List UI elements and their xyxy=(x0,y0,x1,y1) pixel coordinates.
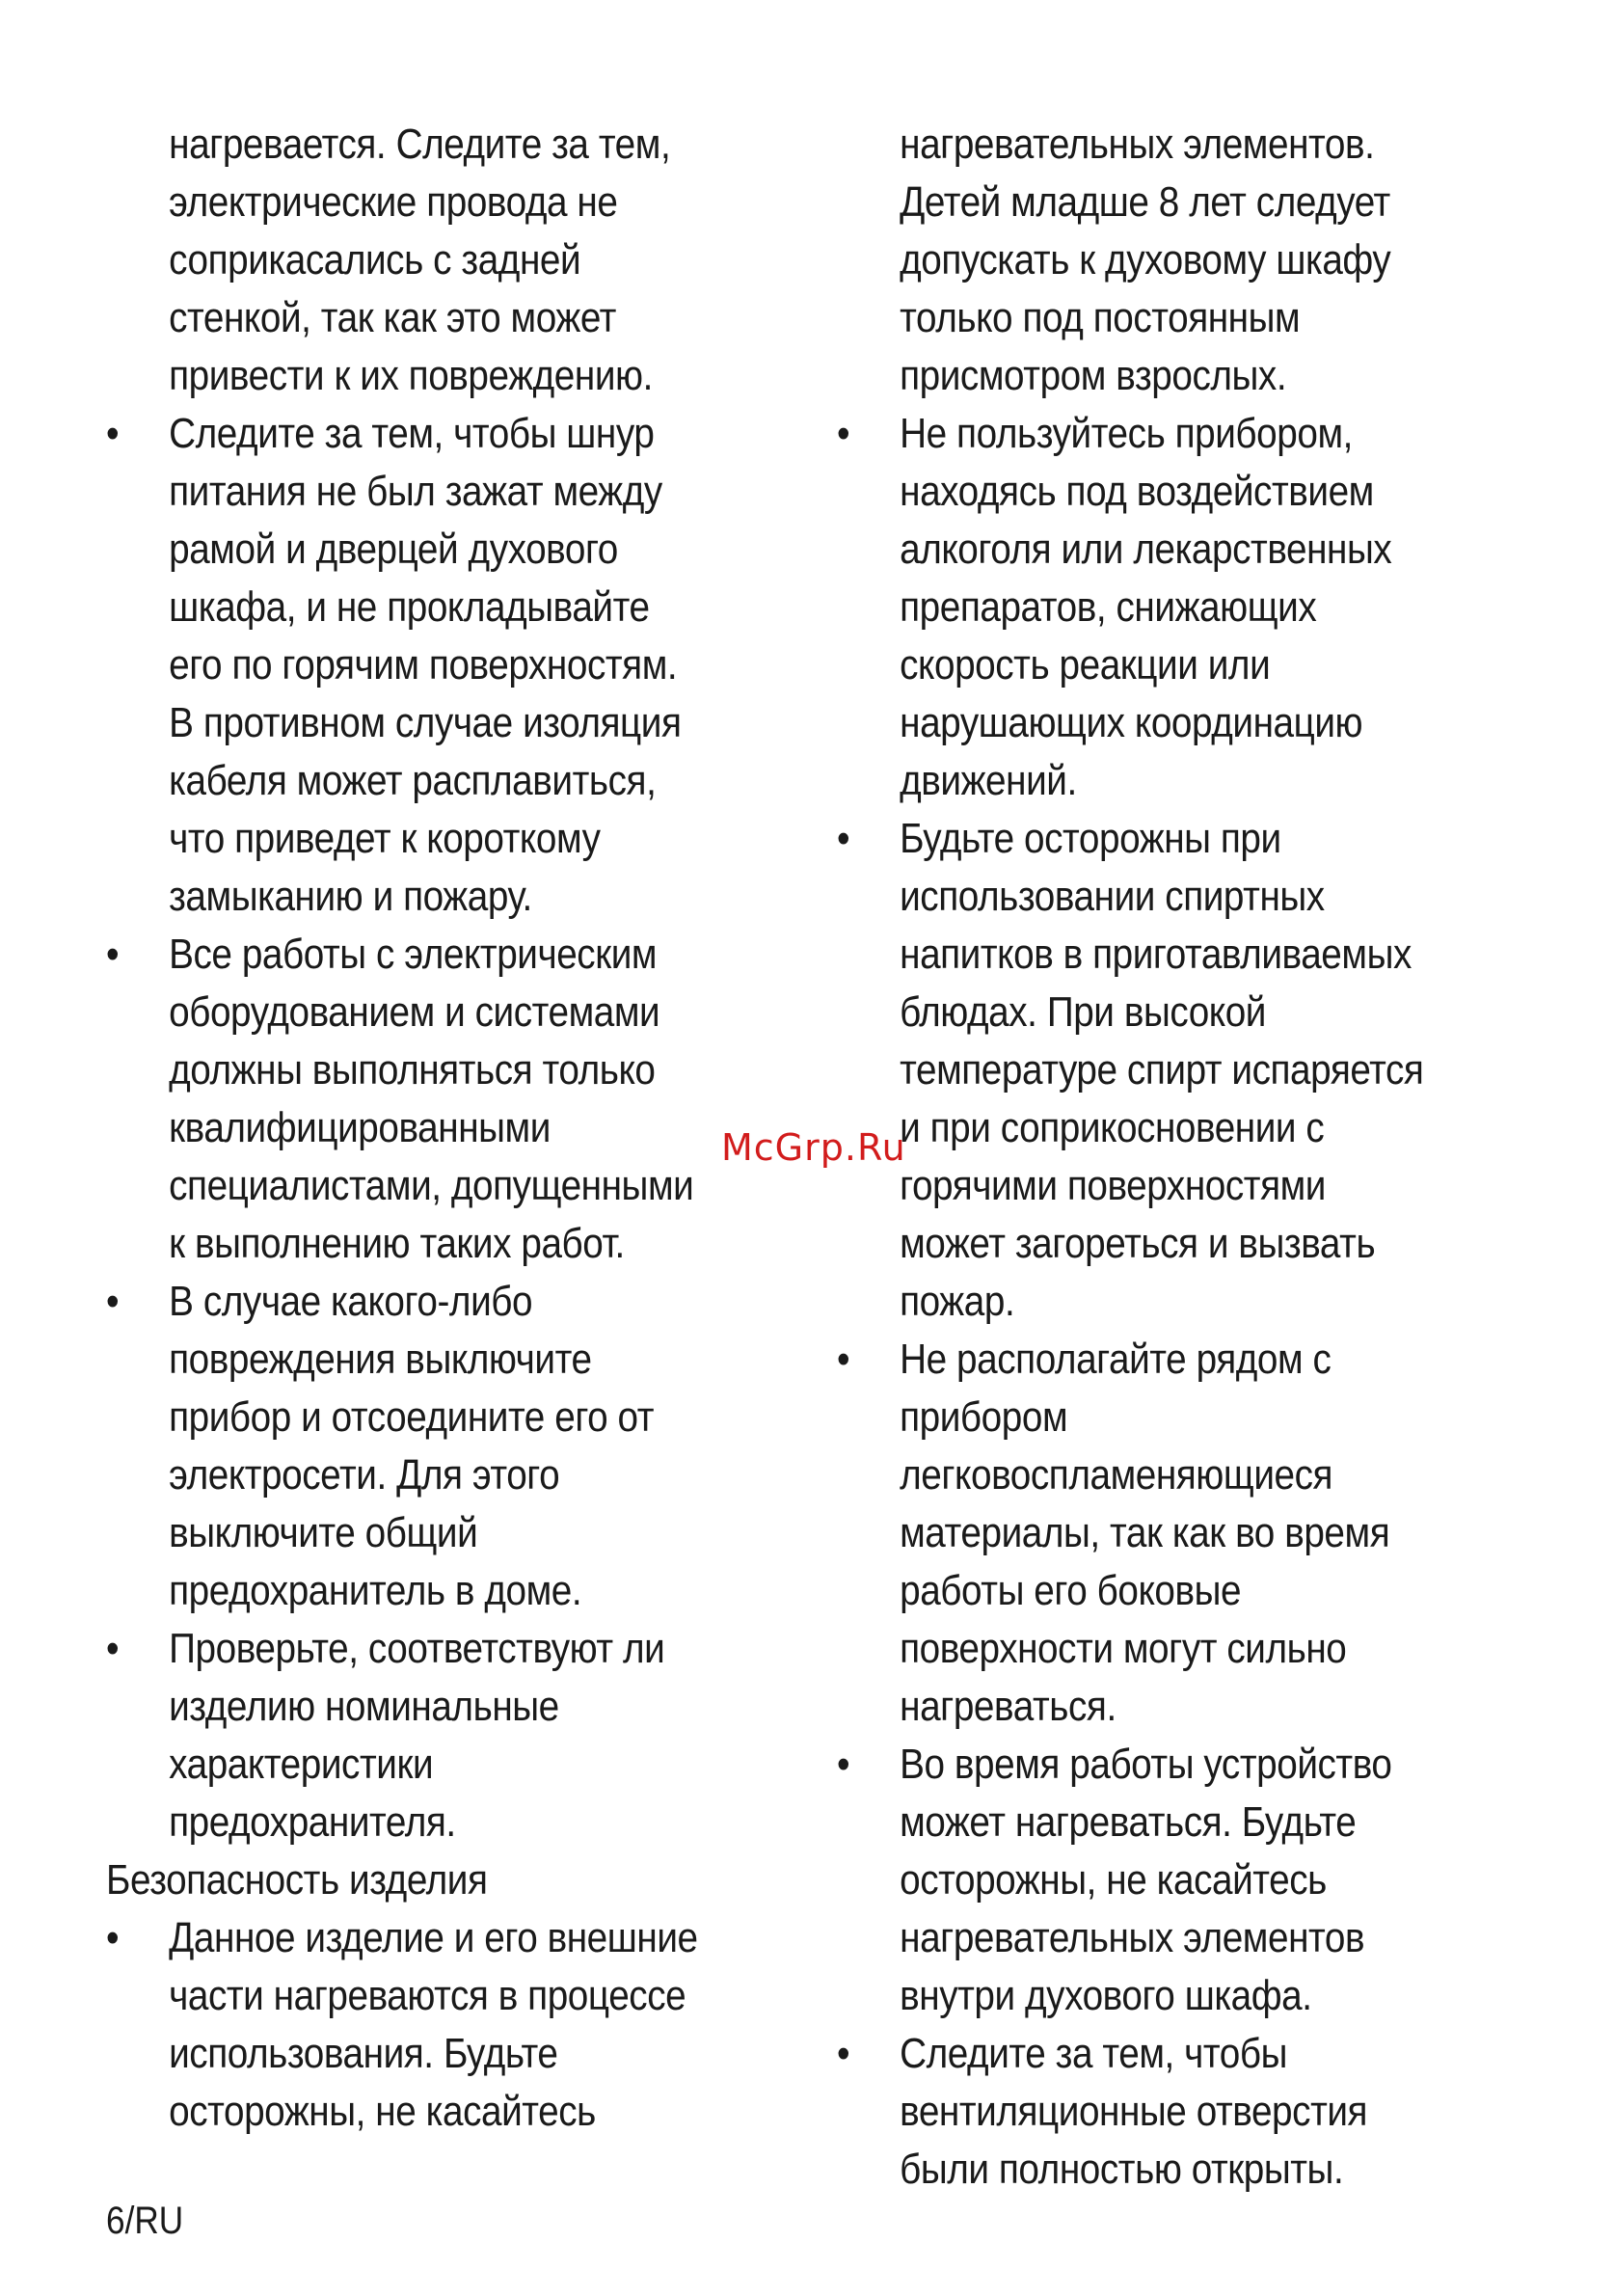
continued-paragraph xyxy=(837,116,1456,405)
text-line: Не пользуйтесь прибором, xyxy=(900,410,1353,457)
text-line: осторожны, не касайтесь xyxy=(900,1856,1327,1904)
text-line: допускать к духовому шкафу xyxy=(900,236,1391,284)
text-line: использовании спиртных xyxy=(900,873,1325,920)
text-line: движений. xyxy=(900,757,1077,804)
text-line: электрические провода не xyxy=(169,178,618,226)
bullet-item xyxy=(106,405,700,926)
text-line: Детей младше 8 лет следует xyxy=(900,178,1390,226)
bullet-item xyxy=(106,1273,700,1620)
text-line: использования. Будьте xyxy=(169,2030,558,2077)
bullet-item xyxy=(837,810,1456,1331)
text-line: замыканию и пожару. xyxy=(169,873,532,920)
bullet-item xyxy=(106,1620,700,1851)
text-line: были полностью открыты. xyxy=(900,2146,1344,2193)
bullet-list xyxy=(106,405,700,1851)
bullet-icon: • xyxy=(837,815,850,862)
text-line: предохранитель в доме. xyxy=(169,1567,582,1614)
bullet-list xyxy=(837,405,1456,2199)
section-heading: Безопасность изделия xyxy=(106,1856,488,1904)
text-line: Следите за тем, чтобы шнур xyxy=(169,410,655,457)
text-line: и при соприкосновении с xyxy=(900,1104,1325,1151)
text-line: квалифицированными xyxy=(169,1104,551,1151)
continued-paragraph xyxy=(106,116,700,405)
text-line: соприкасались с задней xyxy=(169,236,581,284)
bullet-icon: • xyxy=(837,2030,850,2077)
text-line: оборудованием и системами xyxy=(169,988,660,1036)
text-line: В случае какого-либо xyxy=(169,1278,533,1325)
section-bullet-list xyxy=(106,1909,700,2141)
text-line: шкафа, и не прокладывайте xyxy=(169,583,650,631)
text-line: должны выполняться только xyxy=(169,1046,656,1094)
bullet-icon: • xyxy=(106,1914,120,1961)
text-line: внутри духового шкафа. xyxy=(900,1972,1312,2019)
text-line: пожар. xyxy=(900,1278,1015,1325)
text-line: легковоспламеняющиеся xyxy=(900,1451,1333,1499)
text-line: предохранителя. xyxy=(169,1798,456,1846)
bullet-item xyxy=(837,2025,1456,2199)
text-line: присмотром взрослых. xyxy=(900,352,1287,399)
bullet-item xyxy=(837,1736,1456,2025)
text-line: алкоголя или лекарственных xyxy=(900,526,1392,573)
text-line: Во время работы устройство xyxy=(900,1741,1392,1788)
text-line: нагревательных элементов. xyxy=(900,121,1375,168)
text-line: его по горячим поверхностям. xyxy=(169,641,678,689)
text-line: Следите за тем, чтобы xyxy=(900,2030,1287,2077)
text-line: выключите общий xyxy=(169,1509,478,1556)
text-line: препаратов, снижающих xyxy=(900,583,1317,631)
page-number: 6/RU xyxy=(106,2200,184,2242)
bullet-icon: • xyxy=(837,1336,850,1383)
text-line: повреждения выключите xyxy=(169,1336,592,1383)
text-line: скорость реакции или xyxy=(900,641,1271,689)
text-line: осторожны, не касайтесь xyxy=(169,2088,596,2135)
bullet-icon: • xyxy=(106,931,120,978)
text-line: В противном случае изоляция xyxy=(169,699,682,746)
bullet-icon: • xyxy=(837,1741,850,1788)
text-line: горячими поверхностями xyxy=(900,1162,1326,1209)
text-line: к выполнению таких работ. xyxy=(169,1220,625,1267)
text-line: находясь под воздействием xyxy=(900,468,1374,515)
text-line: может нагреваться. Будьте xyxy=(900,1798,1357,1846)
text-line: только под постоянным xyxy=(900,294,1301,341)
bullet-item xyxy=(837,405,1456,810)
text-line: прибор и отсоедините его от xyxy=(169,1393,655,1441)
bullet-item xyxy=(106,1909,700,2141)
right-column xyxy=(837,116,1456,2199)
text-line: температуре спирт испаряется xyxy=(900,1046,1424,1094)
text-line: привести к их повреждению. xyxy=(169,352,653,399)
text-line: напитков в приготавливаемых xyxy=(900,931,1412,978)
watermark: McGrp.Ru xyxy=(721,1126,906,1169)
text-line: Будьте осторожны при xyxy=(900,815,1281,862)
bullet-icon: • xyxy=(106,410,120,457)
left-column xyxy=(106,116,700,2141)
text-line: специалистами, допущенными xyxy=(169,1162,694,1209)
text-line: нагревается. Следите за тем, xyxy=(169,121,671,168)
bullet-icon: • xyxy=(106,1278,120,1325)
text-line: части нагреваются в процессе xyxy=(169,1972,686,2019)
text-line: питания не был зажат между xyxy=(169,468,662,515)
text-line: нагревательных элементов xyxy=(900,1914,1365,1961)
text-line: нагреваться. xyxy=(900,1683,1116,1730)
text-line: прибором xyxy=(900,1393,1068,1441)
text-line: нарушающих координацию xyxy=(900,699,1363,746)
bullet-item xyxy=(837,1331,1456,1736)
bullet-icon: • xyxy=(106,1625,120,1672)
text-line: электросети. Для этого xyxy=(169,1451,560,1499)
text-line: рамой и дверцей духового xyxy=(169,526,618,573)
text-line: характеристики xyxy=(169,1741,434,1788)
text-line: материалы, так как во время xyxy=(900,1509,1390,1556)
text-line: поверхности могут сильно xyxy=(900,1625,1347,1672)
text-line: кабеля может расплавиться, xyxy=(169,757,657,804)
text-line: блюдах. При высокой xyxy=(900,988,1267,1036)
text-line: стенкой, так как это может xyxy=(169,294,616,341)
text-line: работы его боковые xyxy=(900,1567,1242,1614)
text-line: вентиляционные отверстия xyxy=(900,2088,1368,2135)
text-line: Не располагайте рядом с xyxy=(900,1336,1332,1383)
text-line: что приведет к короткому xyxy=(169,815,601,862)
text-line: может загореться и вызвать xyxy=(900,1220,1376,1267)
bullet-item xyxy=(106,926,700,1273)
text-line: изделию номинальные xyxy=(169,1683,559,1730)
text-line: Все работы с электрическим xyxy=(169,931,658,978)
text-line: Данное изделие и его внешние xyxy=(169,1914,698,1961)
text-line: Проверьте, соответствуют ли xyxy=(169,1625,665,1672)
bullet-icon: • xyxy=(837,410,850,457)
